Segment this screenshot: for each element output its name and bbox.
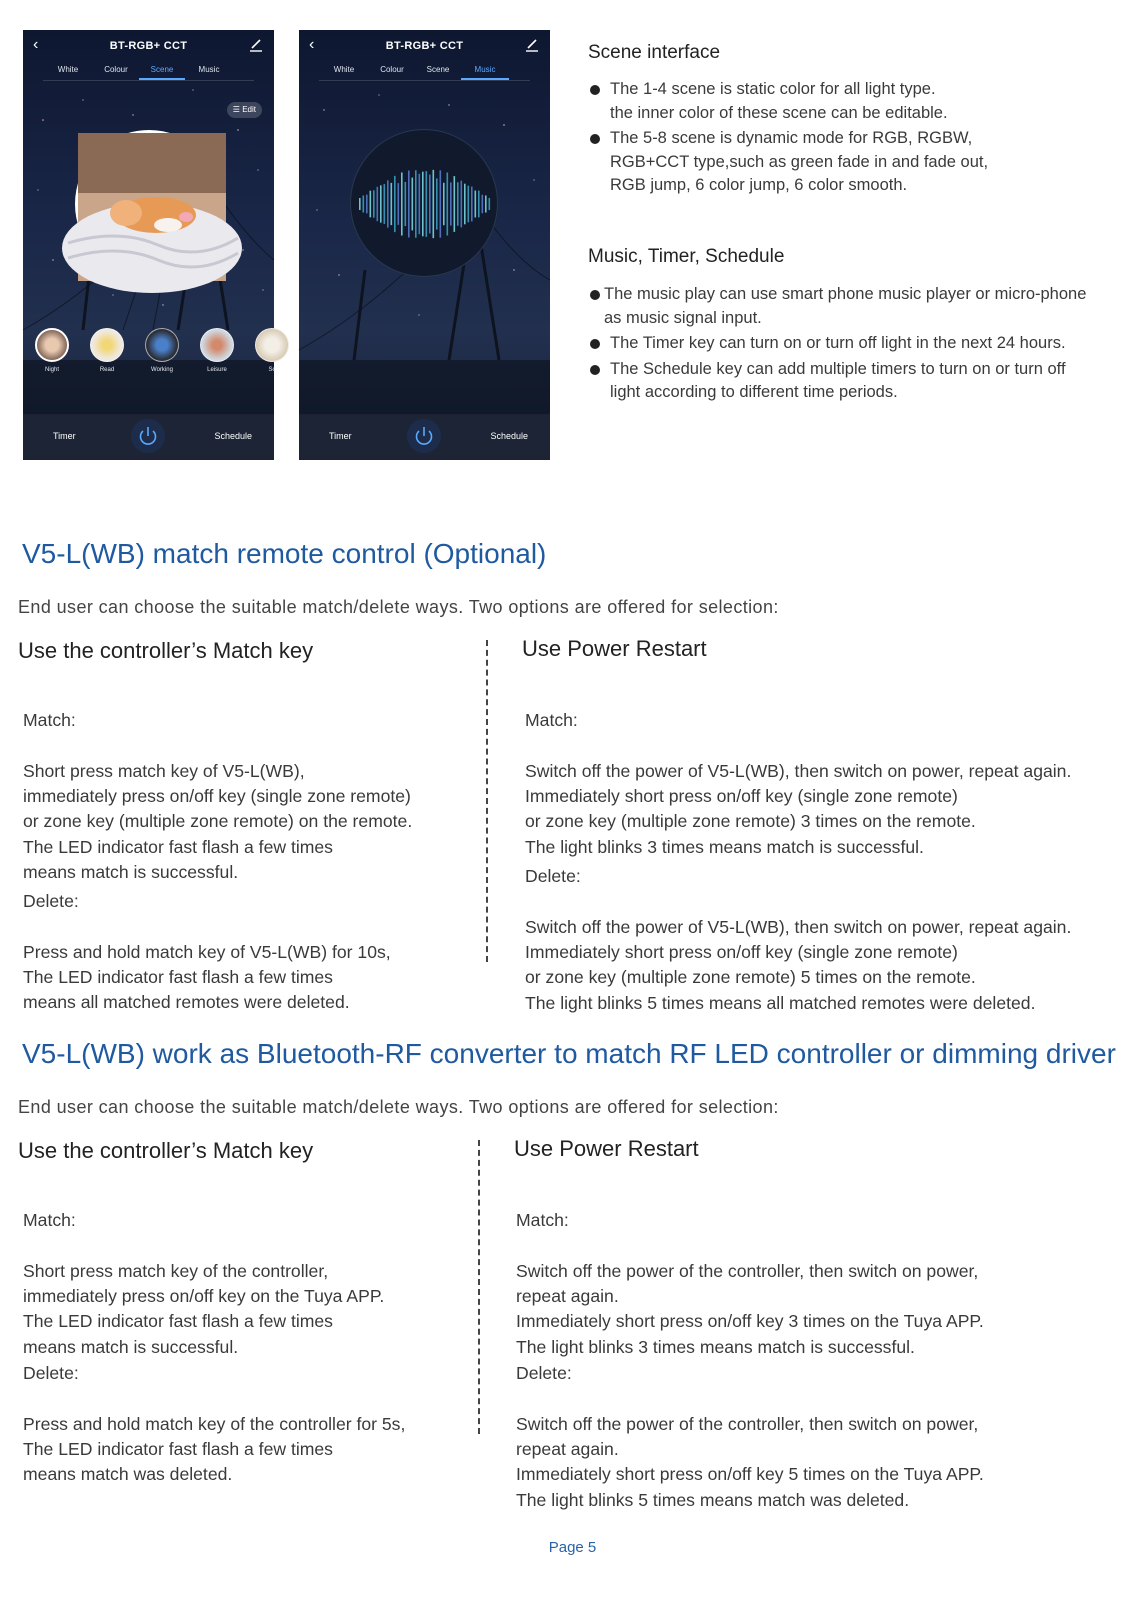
schedule-button[interactable]: Schedule: [490, 431, 528, 441]
schedule-button[interactable]: Schedule: [214, 431, 252, 441]
wave-bar: [454, 176, 456, 232]
wave-bar: [405, 182, 407, 226]
scene-working[interactable]: [143, 328, 181, 373]
scene-partial[interactable]: [253, 328, 291, 373]
timer-button[interactable]: Timer: [329, 431, 352, 441]
match-label: Match:: [23, 710, 76, 731]
wave-bar: [478, 191, 480, 218]
delete-label: Delete:: [23, 1363, 79, 1384]
timer-button[interactable]: Timer: [53, 431, 76, 441]
music-visualizer: [350, 129, 498, 277]
title-bar: [23, 34, 274, 58]
wave-bar: [468, 186, 470, 223]
sound-wave-graphic: [351, 130, 499, 278]
tab-scene[interactable]: Scene: [426, 65, 450, 74]
music-bullet-3: The Schedule key can add multiple timers to turn on or turn off light according to different time periods.: [588, 358, 1133, 405]
scene-read[interactable]: [88, 328, 126, 373]
wave-bar: [373, 190, 375, 217]
match-text: Switch off the power of V5-L(WB), then switch on power, repeat again. Immediately short press on/off key (single zone remote) or zone key (multiple zone remote) 3 times on the remote. The light blinks 3 times means match is successful.: [525, 760, 1072, 857]
delete-text: Switch off the power of V5-L(WB), then switch on power, repeat again. Immediately short press on/off key (single zone remote) or zone key (multiple zone remote) 5 times on the remote. The light blinks 5 times means all matched remotes were deleted.: [525, 916, 1072, 1013]
scene-leisure[interactable]: [198, 328, 236, 373]
delete-text: Press and hold match key of V5-L(WB) for 10s, The LED indicator fast flash a few times means all matched remotes were deleted.: [23, 941, 391, 1013]
scene-thumb-leisure: [200, 328, 234, 362]
phone-screenshot-music: [299, 30, 550, 460]
section1-left-heading: Use the controller’s Match key: [18, 638, 314, 663]
sleeping-kitten-image: [78, 133, 226, 281]
scene-label-read: Read: [99, 367, 115, 373]
scene-bullet-2: The 5-8 scene is dynamic mode for RGB, RGBW, RGB+CCT type,such as green fade in and fade out, RGB jump, 6 color jump, 6 color smooth.: [588, 127, 1128, 198]
wave-bar: [433, 170, 435, 238]
match-label: Match:: [23, 1210, 76, 1231]
wave-bar: [471, 187, 473, 222]
section1-right-heading: Use Power Restart: [522, 636, 707, 661]
scene-interface-list: [588, 78, 1128, 200]
wave-bar: [461, 181, 463, 228]
page-number: Page 5: [548, 1539, 597, 1556]
music-timer-heading: Music, Timer, Schedule: [588, 246, 785, 267]
app-title: BT-RGB+ CCT: [109, 40, 188, 52]
tab-music[interactable]: Music: [198, 65, 220, 74]
music-bullet-1: The music play can use smart phone music player or micro-phone as music signal input.: [588, 283, 1133, 330]
match-text: Short press match key of the controller, immediately press on/off key on the Tuya APP. The LED indicator fast flash a few times means match is successful.: [23, 1260, 385, 1357]
wave-bar: [380, 185, 382, 222]
match-text: Switch off the power of the controller, then switch on power, repeat again. Immediately short press on/off key 3 times on the Tuya APP. The light blinks 3 times means match is successful.: [516, 1260, 984, 1357]
power-icon[interactable]: [407, 419, 441, 453]
wave-bar: [489, 198, 491, 210]
wave-bar: [464, 184, 466, 225]
app-title: BT-RGB+ CCT: [385, 40, 464, 52]
wave-bar: [450, 182, 452, 225]
section2-intro: End user can choose the suitable match/delete ways. Two options are offered for selection:: [18, 1097, 779, 1117]
section1-title: V5-L(WB) match remote control (Optional): [22, 538, 547, 569]
scene-label-working: Working: [151, 367, 173, 373]
title-bar: [299, 34, 550, 58]
section2-left-heading: Use the controller’s Match key: [18, 1138, 314, 1163]
wave-bar: [384, 184, 386, 224]
column-divider: [478, 1140, 480, 1434]
mode-tabs: [319, 63, 530, 81]
tab-white[interactable]: White: [57, 65, 79, 74]
scene-label-night: Night: [44, 367, 59, 373]
match-label: Match:: [516, 1210, 569, 1231]
scene-label-leisure: Leisure: [207, 367, 227, 373]
wave-bar: [398, 183, 400, 225]
music-bullet-2: The Timer key can turn on or turn off light in the next 24 hours.: [588, 332, 1133, 356]
scene-list: [31, 328, 274, 376]
wave-bar: [436, 178, 438, 229]
wave-bar: [363, 195, 365, 212]
bottom-bar: [299, 414, 550, 460]
wave-bar: [429, 175, 431, 234]
delete-label: Delete:: [516, 1363, 572, 1384]
wave-bar: [447, 172, 449, 235]
wave-bar: [419, 174, 421, 234]
wave-bar: [412, 178, 414, 231]
section1-intro: End user can choose the suitable match/delete ways. Two options are offered for selection:: [18, 597, 779, 617]
phone-screenshot-scene: [23, 30, 274, 460]
wave-bar: [475, 191, 477, 218]
wave-bar: [426, 171, 428, 237]
wave-bar: [391, 183, 393, 225]
wave-bar: [440, 170, 442, 237]
edit-label: Edit: [242, 105, 256, 114]
tab-scene[interactable]: Scene: [139, 63, 185, 80]
edit-pen-icon[interactable]: [524, 37, 540, 53]
back-icon[interactable]: ‹: [309, 36, 315, 53]
scene-thumb-working: [145, 328, 179, 362]
column-divider: [486, 640, 488, 962]
scene-preview-image: [75, 130, 223, 278]
wave-bar: [422, 172, 424, 237]
scene-interface-heading: Scene interface: [588, 42, 721, 63]
wave-bar: [377, 187, 379, 221]
wave-bar: [366, 195, 368, 214]
tab-music[interactable]: Music: [461, 63, 509, 80]
scene-label-partial: Sc: [268, 367, 276, 373]
wave-bar: [359, 198, 361, 210]
back-icon[interactable]: ‹: [33, 36, 39, 53]
wave-bar: [387, 180, 389, 227]
wave-bar: [408, 171, 410, 238]
wave-bar: [457, 182, 459, 225]
scene-bullet-1: The 1-4 scene is static color for all light type. the inner color of these scene can be editable.: [588, 78, 1128, 125]
section2-right-heading: Use Power Restart: [514, 1136, 699, 1161]
delete-text: Press and hold match key of the controller for 5s, The LED indicator fast flash a few times means match was deleted.: [23, 1413, 406, 1485]
mode-tabs: [43, 63, 254, 81]
scene-night[interactable]: [33, 328, 71, 373]
tab-colour[interactable]: Colour: [380, 65, 404, 74]
wave-bar: [401, 172, 403, 235]
section2-left-delete: [23, 1336, 473, 1513]
wave-bar: [370, 191, 372, 218]
edit-list-icon: ☰: [232, 105, 240, 114]
delete-label: Delete:: [525, 866, 581, 887]
edit-button[interactable]: [227, 102, 262, 118]
music-timer-list: [588, 283, 1133, 407]
section1-right-delete: [525, 839, 1130, 1041]
power-icon[interactable]: [131, 419, 165, 453]
match-label: Match:: [525, 710, 578, 731]
wave-bar: [443, 183, 445, 225]
section2-right-delete: [516, 1336, 1126, 1538]
tab-colour[interactable]: Colour: [104, 65, 128, 74]
scene-thumb-read: [90, 328, 124, 362]
delete-label: Delete:: [23, 891, 79, 912]
section2-title: V5-L(WB) work as Bluetooth-RF converter to match RF LED controller or dimming driver: [22, 1038, 1116, 1069]
edit-pen-icon[interactable]: [248, 37, 264, 53]
section1-left-delete: [23, 864, 473, 1041]
scene-thumb-night: [35, 328, 69, 362]
wave-bar: [415, 170, 417, 237]
delete-text: Switch off the power of the controller, then switch on power, repeat again. Immediately short press on/off key 5 times on the Tuya APP. The light blinks 5 times means match was deleted.: [516, 1413, 984, 1510]
scene-thumb-partial: [255, 328, 289, 362]
match-text: Short press match key of V5-L(WB), immediately press on/off key (single zone remote) or zone key (multiple zone remote) on the remote. The LED indicator fast flash a few times means match is successful.: [23, 760, 413, 883]
wave-bar: [485, 195, 487, 212]
wave-bar: [482, 195, 484, 213]
bottom-bar: [23, 414, 274, 460]
tab-white[interactable]: White: [333, 65, 355, 74]
wave-bar: [394, 176, 396, 232]
